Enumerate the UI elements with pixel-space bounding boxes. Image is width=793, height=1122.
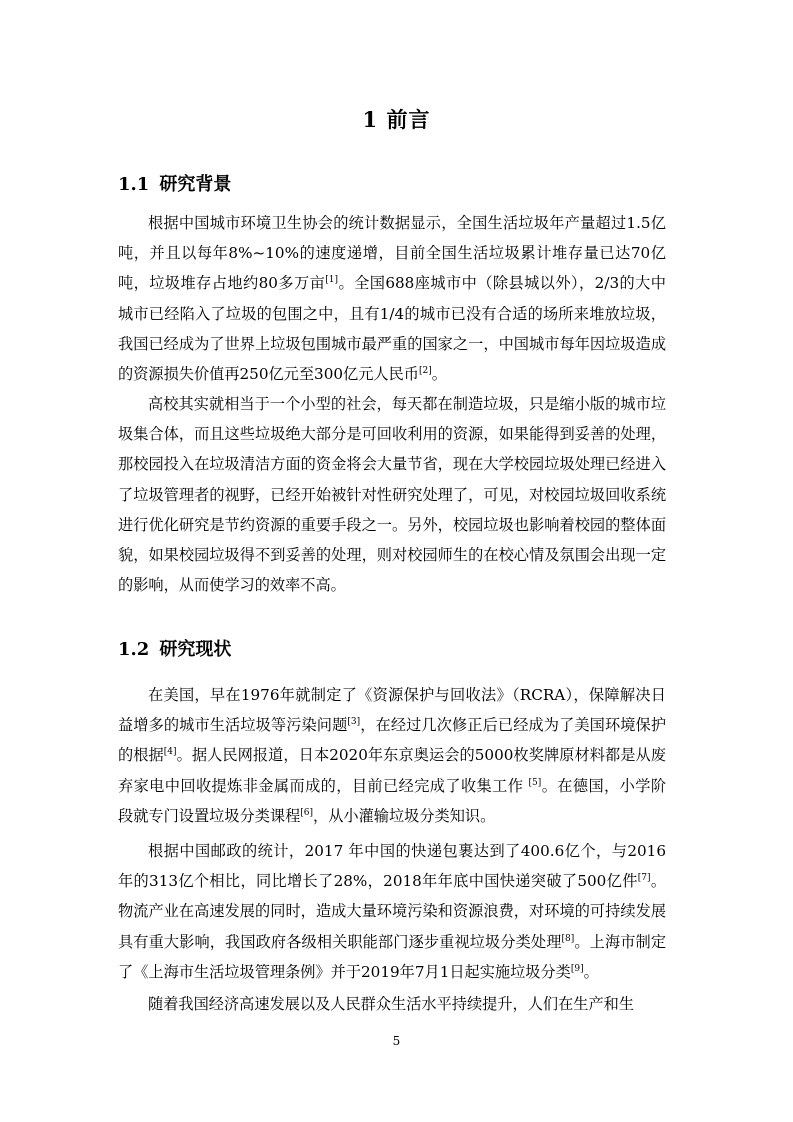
- citation-ref: [4]: [163, 747, 177, 758]
- citation-ref: [9]: [570, 963, 584, 974]
- paragraph: [118, 680, 666, 831]
- citation-ref: [5]: [528, 777, 542, 788]
- citation-ref: [7]: [637, 873, 651, 884]
- paragraph-text: 。: [431, 365, 447, 384]
- paragraph-text: 。全国688座城市中（除县城以外），2/3的大中城市已经陷入了垃圾的包围之中，且有1/4的城市已没有合适的场所来堆放垃圾，我国已经成为了世界上垃圾包围城市最严重的国家之一，中国城市每年因垃圾造成的资源损失价值再250亿元至300亿元人民币: [118, 274, 666, 384]
- paragraph-text: 。在德国，小学阶段就专门设置垃圾分类课程: [118, 776, 667, 825]
- paragraph-text: 。上海市制定了《上海市生活垃圾管理条例》并于2019年7月1日起实施垃圾分类: [118, 932, 667, 981]
- page-number: 5: [392, 1034, 401, 1048]
- citation-ref: [3]: [347, 717, 361, 728]
- section-heading-1-1: [118, 170, 231, 196]
- paragraph-text: ，从小灌输垃圾分类知识。: [313, 806, 496, 825]
- paragraph-text: 。: [583, 962, 599, 981]
- paragraph-text: 。物流产业在高速发展的同时，造成大量环境污染和资源浪费，对环境的可持续发展具有重大影响，我国政府各级相关职能部门逐步重视垃圾分类处理: [118, 872, 667, 951]
- citation-ref: [2]: [418, 366, 432, 377]
- paragraph-text: 根据中国邮政的统计，2017 年中国的快递包裹达到了400.6亿个，与2016年的313亿个相比，同比增长了28%，2018年年底中国快递突破了500亿件: [118, 842, 666, 891]
- paragraph-text: 。据人民网报道，日本2020年东京奥运会的5000枚奖牌原材料都是从废弃家电中回收提炼非金属而成的，目前已经完成了收集工作: [118, 746, 666, 795]
- section-number: 1.1: [118, 174, 150, 195]
- section-title: 研究现状: [159, 639, 232, 660]
- paragraph: [118, 989, 666, 1019]
- chapter-title: 1 前言: [362, 107, 431, 132]
- paragraph-text: 随着我国经济高速发展以及人民群众生活水平持续提升，人们在生产和生: [148, 995, 634, 1013]
- paragraph-text: ，在经过几次修正后已经成为了美国环境保护的根据: [118, 716, 667, 765]
- citation-ref: [8]: [561, 933, 575, 944]
- paragraph: [118, 836, 666, 987]
- paragraph: [118, 208, 666, 389]
- citation-ref: [1]: [325, 275, 339, 286]
- section-number: 1.2: [118, 639, 150, 660]
- paragraph-text: 高校其实就相当于一个小型的社会，每天都在制造垃圾，只是缩小版的城市垃圾集合体，而且这些垃圾绝大部分是可回收利用的资源，如果能得到妥善的处理，那校园投入在垃圾清洁方面的资金将会大量节省，现在大学校园垃圾处理已经进入了垃圾管理者的视野，已经开始被针对性研究处理了，可见，对校园垃圾回收系统进行优化研究是节约资源的重要手段之一。另外，校园垃圾也影响着校园的整体面貌，如果校园垃圾得不到妥善的处理，则对校园师生的在校心情及氛围会出现一定的影响，从而使学习的效率不高。: [118, 395, 666, 595]
- paragraph-text: 根据中国城市环境卫生协会的统计数据显示，全国生活垃圾年产量超过1.5亿吨，并且以每年8%~10%的速度递增，目前全国生活垃圾累计堆存量已达70亿吨，垃圾堆存占地约80多万亩: [118, 214, 666, 293]
- citation-ref: [6]: [300, 807, 313, 818]
- section-title: 研究背景: [159, 174, 232, 195]
- section-heading-1-2: [118, 635, 231, 661]
- paragraph: [118, 389, 666, 600]
- paragraph-text: 在美国，早在1976年就制定了《资源保护与回收法》（RCRA），保障解决日益增多的城市生活垃圾等污染问题: [118, 686, 666, 735]
